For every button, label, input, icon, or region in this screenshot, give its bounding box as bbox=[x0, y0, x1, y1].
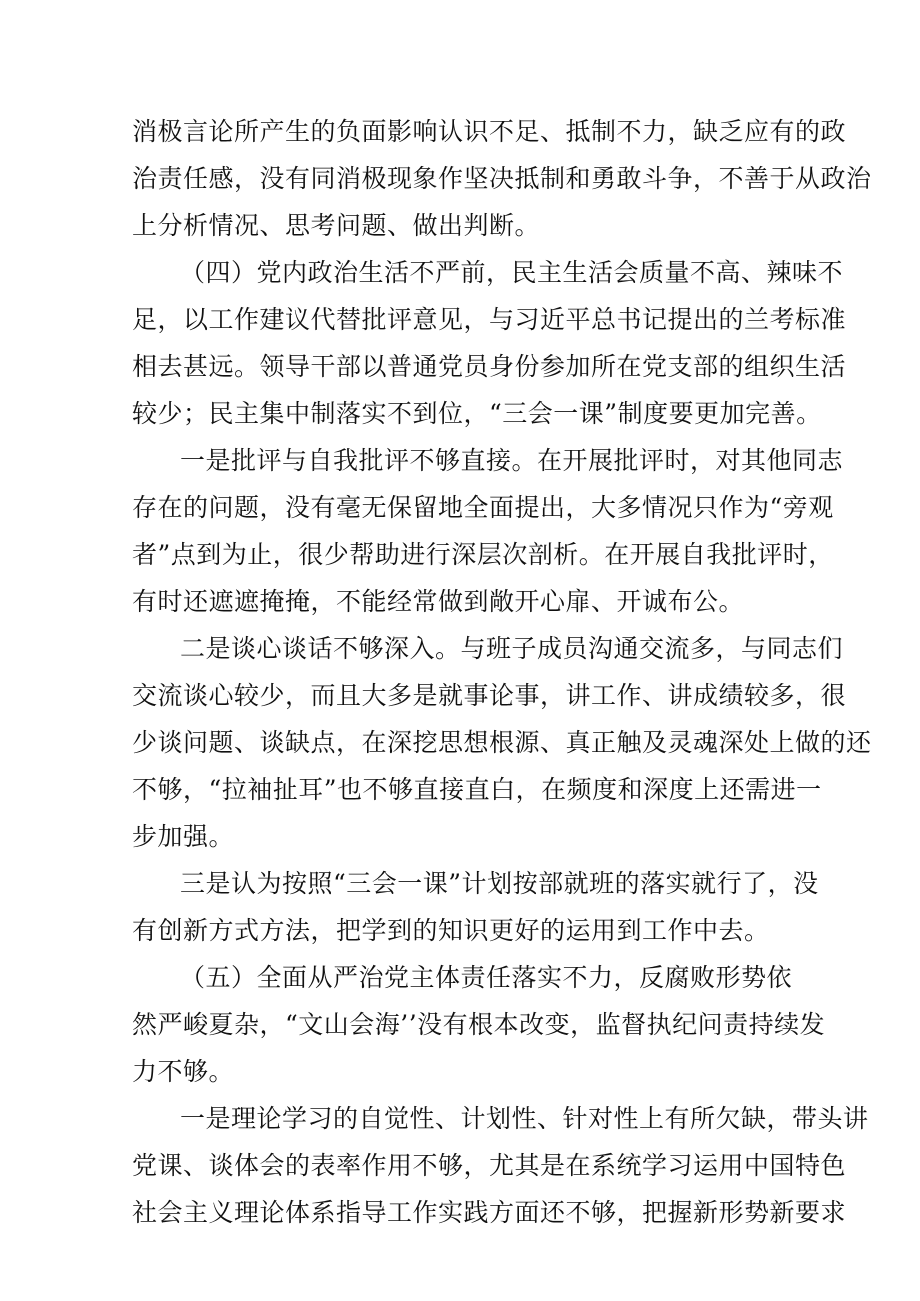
text-line: 一是批评与自我批评不够直接。在开展批评时，对其他同志 bbox=[180, 446, 844, 475]
text-line: 二是谈心谈话不够深入。与班子成员沟通交流多，与同志们 bbox=[180, 634, 844, 663]
text-line: 不够，“拉袖扯耳”也不够直接直白，在频度和深度上还需进一 bbox=[132, 775, 822, 804]
text-line: 消极言论所产生的负面影响认识不足、抵制不力，缺乏应有的政 bbox=[132, 117, 847, 146]
text-line: 治责任感，没有同消极现象作坚决抵制和勇敢斗争，不善于从政治 bbox=[132, 164, 872, 193]
text-line: 有时还遮遮掩掩，不能经常做到敞开心扉、开诚布公。 bbox=[132, 587, 745, 616]
text-line: 较少；民主集中制落实不到位，“三会一课”制度要更加完善。 bbox=[132, 399, 822, 428]
text-line: 相去甚远。领导干部以普通党员身份参加所在党支部的组织生活 bbox=[132, 352, 847, 381]
text-line: 力不够。 bbox=[132, 1057, 235, 1086]
text-line: 步加强。 bbox=[132, 822, 235, 851]
text-line: 者”点到为止，很少帮助进行深层次剖析。在开展自我批评时， bbox=[132, 540, 834, 569]
text-line: （五）全面从严治党主体责任落实不力，反腐败形势依 bbox=[180, 963, 793, 992]
text-line: 社会主义理论体系指导工作实践方面还不够，把握新形势新要求 bbox=[132, 1198, 847, 1227]
text-line: 少谈问题、谈缺点，在深挖思想根源、真正触及灵魂深处上做的还 bbox=[132, 728, 872, 757]
text-line: 一是理论学习的自觉性、计划性、针对性上有所欠缺，带头讲 bbox=[180, 1104, 869, 1133]
text-line: （四）党内政治生活不严前，民主生活会质量不高、辣味不 bbox=[180, 258, 844, 287]
text-line: 上分析情况、思考问题、做出判断。 bbox=[132, 211, 541, 240]
text-line: 交流谈心较少，而且大多是就事论事，讲工作、讲成绩较多，很 bbox=[132, 681, 847, 710]
text-line: 然严峻夏杂，“文山会海’’没有根本改变，监督执纪问责持续发 bbox=[132, 1010, 826, 1039]
text-line: 三是认为按照“三会一课”计划按部就班的落实就行了，没 bbox=[180, 869, 819, 898]
text-line: 足，以工作建议代替批评意见，与习近平总书记提出的兰考标准 bbox=[132, 305, 847, 334]
text-line: 党课、谈体会的表率作用不够，尤其是在系统学习运用中国特色 bbox=[132, 1151, 847, 1180]
text-line: 有创新方式方法，把学到的知识更好的运用到工作中去。 bbox=[132, 916, 770, 945]
text-line: 存在的问题，没有毫无保留地全面提出，大多情况只作为“旁观 bbox=[132, 493, 834, 522]
